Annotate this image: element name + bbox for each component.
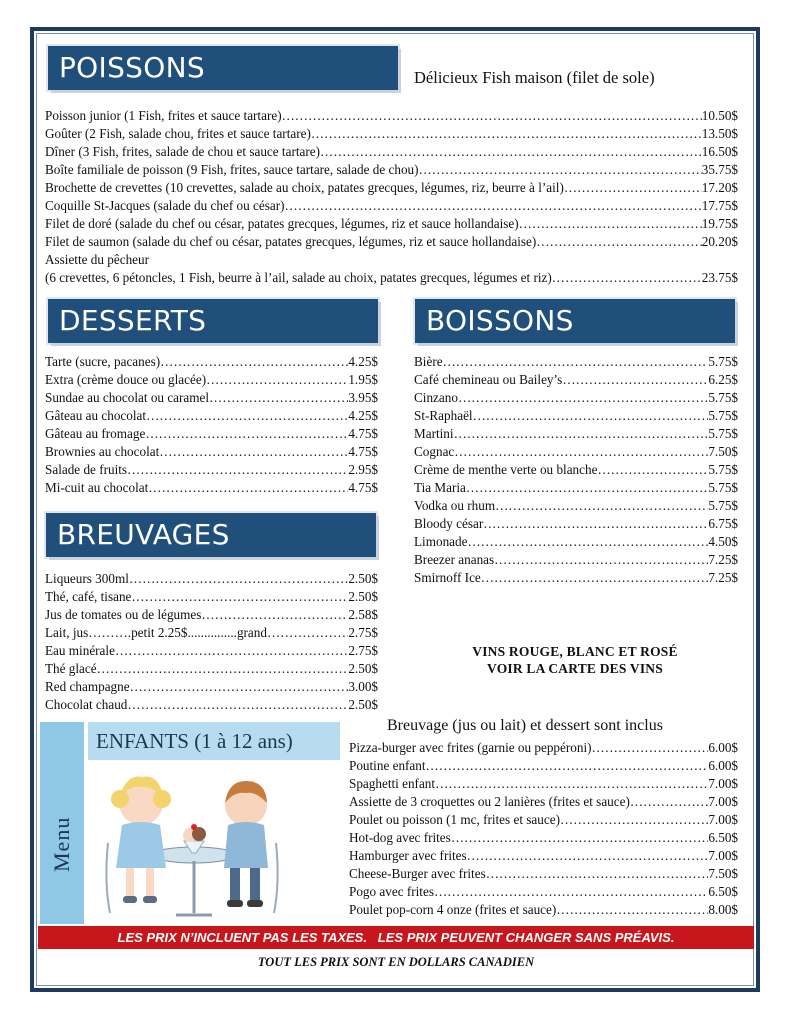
breuvages-item	[45, 642, 378, 660]
dot-leader	[127, 696, 348, 714]
breuvages-item	[45, 678, 378, 696]
boissons-item	[414, 497, 738, 515]
dot-leader	[560, 811, 708, 829]
desserts-item-label: Gâteau au chocolat	[45, 408, 147, 423]
dot-leader	[443, 353, 709, 371]
poissons-item	[45, 197, 738, 215]
kids-menu-item	[349, 883, 738, 901]
desserts-item-label: Brownies au chocolat	[45, 444, 160, 459]
boissons-item	[414, 443, 738, 461]
poissons-item	[45, 233, 738, 251]
kids-menu-item-price: 6.50$	[708, 830, 738, 845]
kids-menu-item	[349, 829, 738, 847]
dot-leader	[467, 847, 709, 865]
poissons-title: POISSONS	[59, 51, 205, 84]
dot-leader	[426, 757, 709, 775]
kids-menu-item-price: 7.50$	[708, 866, 738, 881]
dot-leader	[454, 443, 708, 461]
breuvages-item-label: Jus de tomates ou de légumes	[45, 607, 202, 622]
dot-leader	[320, 143, 702, 161]
boissons-item-label: Cinzano	[414, 390, 458, 405]
kids-menu-item	[349, 757, 738, 775]
boissons-item-label: Bloody césar	[414, 516, 484, 531]
desserts-item	[45, 461, 378, 479]
boissons-item-price: 7.25$	[708, 552, 738, 567]
desserts-item-price: 3.95$	[348, 390, 378, 405]
boissons-item-price: 5.75$	[708, 354, 738, 369]
poissons-item	[45, 269, 738, 287]
breuvages-item	[45, 570, 378, 588]
kids-menu-item-price: 7.00$	[708, 848, 738, 863]
boissons-item	[414, 461, 738, 479]
kids-menu-title: ENFANTS (1 à 12 ans)	[88, 722, 340, 760]
dot-leader	[486, 865, 709, 883]
breuvages-item-label: Eau minérale	[45, 643, 115, 658]
desserts-item	[45, 407, 378, 425]
poissons-list	[45, 107, 738, 287]
kids-menu-item-label: Pizza-burger avec frites (garnie ou peppéroni)	[349, 740, 592, 755]
poissons-item	[45, 143, 738, 161]
dot-leader	[564, 179, 702, 197]
dot-leader	[131, 588, 348, 606]
boissons-item-label: Cognac	[414, 444, 455, 459]
desserts-item-label: Extra (crème douce ou glacée)	[45, 372, 207, 387]
desserts-item-price: 4.25$	[348, 354, 378, 369]
poissons-item	[45, 161, 738, 179]
boissons-item	[414, 407, 738, 425]
boissons-list	[414, 353, 738, 587]
dot-leader	[597, 461, 708, 479]
vins-line-1: VINS ROUGE, BLANC ET ROSÉ	[472, 644, 678, 659]
poissons-item-label: Poisson junior (1 Fish, frites et sauce tartare)	[45, 108, 282, 123]
breuvages-item-label: Liqueurs 300ml	[45, 571, 129, 586]
dot-leader	[127, 461, 348, 479]
kids-menu-item-label: Spaghetti enfant	[349, 776, 436, 791]
assiette-pecheur-title: Assiette du pêcheur	[45, 252, 149, 267]
poissons-item-price: 35.75$	[701, 162, 738, 177]
kids-menu-item	[349, 739, 738, 757]
kids-menu-side-panel	[40, 722, 84, 924]
boissons-item	[414, 353, 738, 371]
boissons-item	[414, 515, 738, 533]
boissons-item	[414, 551, 738, 569]
kids-menu-note: Breuvage (jus ou lait) et dessert sont inclus	[387, 717, 663, 734]
dot-leader	[115, 642, 348, 660]
boissons-item-label: Café chemineau ou Bailey’s	[414, 372, 563, 387]
desserts-item-price: 4.75$	[348, 480, 378, 495]
poissons-item	[45, 107, 738, 125]
desserts-item-price: 1.95$	[348, 372, 378, 387]
kids-menu-item-price: 6.50$	[708, 884, 738, 899]
desserts-item-price: 4.75$	[348, 426, 378, 441]
kids-menu-item-price: 7.00$	[708, 794, 738, 809]
desserts-item	[45, 479, 378, 497]
poissons-item	[45, 215, 738, 233]
poissons-item-price: 13.50$	[701, 126, 738, 141]
dot-leader	[466, 479, 708, 497]
breuvages-item-price: 2.75$	[348, 625, 378, 640]
kids-menu-item	[349, 847, 738, 865]
dot-leader	[159, 443, 348, 461]
kids-menu-item	[349, 775, 738, 793]
kids-menu-item-label: Hot-dog avec frites	[349, 830, 451, 845]
children-ice-cream-illustration	[96, 763, 286, 923]
desserts-item-label: Sundae au chocolat ou caramel	[45, 390, 210, 405]
poissons-item-price: 17.75$	[701, 198, 738, 213]
desserts-title: DESSERTS	[59, 304, 207, 337]
vins-line-2: VOIR LA CARTE DES VINS	[487, 661, 663, 676]
desserts-list	[45, 353, 378, 497]
poissons-item-label: Coquille St-Jacques (salade du chef ou césar)	[45, 198, 285, 213]
dot-leader	[434, 883, 708, 901]
breuvages-item-price: 2.50$	[348, 589, 378, 604]
breuvages-item	[45, 624, 378, 642]
kids-menu-item-label: Poutine enfant	[349, 758, 426, 773]
breuvages-item-label: Thé, café, tisane	[45, 589, 132, 604]
desserts-item-label: Mi-cuit au chocolat	[45, 480, 149, 495]
poissons-item-label: Dîner (3 Fish, frites, salade de chou et sauce tartare)	[45, 144, 320, 159]
vins-notice	[430, 643, 720, 677]
poissons-item-price: 20.20$	[701, 234, 738, 249]
dot-leader	[160, 353, 348, 371]
boissons-item-label: Crème de menthe verte ou blanche	[414, 462, 598, 477]
boissons-item	[414, 533, 738, 551]
breuvages-item	[45, 588, 378, 606]
poissons-item	[45, 125, 738, 143]
desserts-item	[45, 425, 378, 443]
breuvages-item-label: Chocolat chaud	[45, 697, 128, 712]
breuvages-item	[45, 696, 378, 714]
dot-leader	[494, 551, 708, 569]
boissons-item-label: Vodka ou rhum	[414, 498, 496, 513]
dot-leader	[630, 793, 708, 811]
kids-menu-item-label: Poulet ou poisson (1 mc, frites et sauce)	[349, 812, 560, 827]
kids-menu-item-label: Cheese-Burger avec frites	[349, 866, 486, 881]
dot-leader	[473, 407, 709, 425]
boissons-banner	[415, 299, 735, 343]
breuvages-item-price: 2.50$	[348, 661, 378, 676]
dot-leader	[592, 739, 709, 757]
breuvages-item	[45, 606, 378, 624]
dot-leader	[481, 569, 709, 587]
kids-menu-item-label: Hamburger avec frites	[349, 848, 467, 863]
breuvages-item-price: 3.00$	[348, 679, 378, 694]
dot-leader	[495, 497, 708, 515]
dot-leader	[267, 624, 348, 642]
dot-leader	[467, 533, 708, 551]
kids-menu-item	[349, 865, 738, 883]
poissons-item-label: Filet de doré (salade du chef ou césar, patates grecques, légumes, riz et sauce hollandaise)	[45, 216, 519, 231]
kids-menu-item-price: 6.00$	[708, 740, 738, 755]
desserts-item-label: Salade de fruits	[45, 462, 128, 477]
kids-menu-item	[349, 811, 738, 829]
kids-menu-item-price: 6.00$	[708, 758, 738, 773]
poissons-item-price: 19.75$	[701, 216, 738, 231]
poissons-item-price: 16.50$	[701, 144, 738, 159]
breuvages-item-price: 2.50$	[348, 697, 378, 712]
dot-leader	[285, 197, 702, 215]
boissons-item	[414, 569, 738, 587]
kids-menu-item-label: Pogo avec frites	[349, 884, 434, 899]
desserts-banner	[48, 299, 378, 343]
boissons-item-label: Breezer ananas	[414, 552, 495, 567]
breuvages-item-price: 2.75$	[348, 643, 378, 658]
boissons-item-price: 5.75$	[708, 426, 738, 441]
kids-menu-list	[349, 739, 738, 919]
kids-menu-item-label: Poulet pop-corn 4 onze (frites et sauce)	[349, 902, 557, 917]
kids-menu-item	[349, 793, 738, 811]
desserts-item	[45, 389, 378, 407]
poissons-item-label: Filet de saumon (salade du chef ou césar, patates grecques, légumes, riz et sauce hollandaise)	[45, 234, 537, 249]
dot-leader	[209, 389, 348, 407]
boissons-item-label: Martini	[414, 426, 454, 441]
boissons-item	[414, 479, 738, 497]
poissons-item	[45, 179, 738, 197]
boissons-item-price: 7.25$	[708, 570, 738, 585]
boissons-item-price: 5.75$	[708, 390, 738, 405]
breuvages-banner	[46, 513, 376, 557]
boissons-item-price: 6.75$	[708, 516, 738, 531]
poissons-item-price: 23.75$	[701, 270, 738, 285]
breuvages-item-price: 2.50$	[348, 571, 378, 586]
breuvages-item-label: Red champagne	[45, 679, 130, 694]
boissons-item	[414, 425, 738, 443]
desserts-item-price: 2.95$	[348, 462, 378, 477]
boissons-item-price: 5.75$	[708, 480, 738, 495]
boissons-item-label: Smirnoff Ice	[414, 570, 481, 585]
boissons-item-price: 4.50$	[708, 534, 738, 549]
boissons-item-price: 6.25$	[708, 372, 738, 387]
dot-leader	[536, 233, 701, 251]
desserts-item-label: Gâteau au fromage	[45, 426, 146, 441]
desserts-item	[45, 353, 378, 371]
kids-menu-item-label: Assiette de 3 croquettes ou 2 lanières (frites et sauce)	[349, 794, 630, 809]
dot-leader	[419, 161, 702, 179]
desserts-item-price: 4.75$	[348, 444, 378, 459]
footer-currency-notice: TOUT LES PRIX SONT EN DOLLARS CANADIEN	[257, 955, 535, 969]
poissons-tagline: Délicieux Fish maison (filet de sole)	[414, 68, 655, 87]
poissons-item-label: Goûter (2 Fish, salade chou, frites et sauce tartare)	[45, 126, 311, 141]
poissons-item-price: 17.20$	[701, 180, 738, 195]
boissons-item-price: 5.75$	[708, 498, 738, 513]
desserts-item-label: Tarte (sucre, pacanes)	[45, 354, 161, 369]
kids-menu-item-price: 8.00$	[708, 902, 738, 917]
dot-leader	[146, 407, 348, 425]
dot-leader	[556, 901, 708, 919]
dot-leader	[130, 678, 349, 696]
boissons-item-label: Tia Maria	[414, 480, 466, 495]
breuvages-item	[45, 660, 378, 678]
breuvages-item-label: Thé glacé	[45, 661, 97, 676]
dot-leader	[206, 371, 348, 389]
dot-leader	[435, 775, 708, 793]
dot-leader	[97, 660, 349, 678]
boissons-item-label: Limonade	[414, 534, 468, 549]
dot-leader	[454, 425, 709, 443]
poissons-banner	[48, 46, 398, 90]
poissons-item-label: Brochette de crevettes (10 crevettes, salade au choix, patates grecques, légumes, riz, beurre à l’ail)	[45, 180, 564, 195]
kids-menu-side-label: Menu	[49, 816, 74, 872]
kids-menu-item-price: 7.00$	[708, 812, 738, 827]
breuvages-title: BREUVAGES	[57, 518, 230, 551]
footer-tax-notice: LES PRIX N’INCLUENT PAS LES TAXES. LES PRIX PEUVENT CHANGER SANS PRÉAVIS.	[38, 926, 754, 949]
boissons-item-price: 5.75$	[708, 462, 738, 477]
dot-leader	[458, 389, 708, 407]
dot-leader	[201, 606, 348, 624]
kids-menu-item-price: 7.00$	[708, 776, 738, 791]
dot-leader	[311, 125, 702, 143]
dot-leader	[148, 479, 348, 497]
boissons-item-label: St-Raphaël	[414, 408, 473, 423]
dot-leader	[562, 371, 708, 389]
poissons-item-price: 10.50$	[701, 108, 738, 123]
dot-leader	[519, 215, 702, 233]
boissons-item-price: 7.50$	[708, 444, 738, 459]
dot-leader	[552, 269, 702, 287]
breuvages-list	[45, 570, 378, 714]
desserts-item-price: 4.25$	[348, 408, 378, 423]
breuvages-item-price: 2.58$	[348, 607, 378, 622]
boissons-item	[414, 371, 738, 389]
dot-leader	[145, 425, 348, 443]
breuvages-item-label: Lait, jus……….petit 2.25$...............grand	[45, 625, 267, 640]
dot-leader	[483, 515, 708, 533]
kids-menu-item	[349, 901, 738, 919]
dot-leader	[282, 107, 702, 125]
boissons-item	[414, 389, 738, 407]
dot-leader	[451, 829, 709, 847]
boissons-title: BOISSONS	[426, 304, 574, 337]
boissons-item-price: 5.75$	[708, 408, 738, 423]
desserts-item	[45, 371, 378, 389]
poissons-item-label: Boîte familiale de poisson (9 Fish, frites, sauce tartare, salade de chou)	[45, 162, 419, 177]
dot-leader	[129, 570, 348, 588]
boissons-item-label: Bière	[414, 354, 443, 369]
poissons-item-label: (6 crevettes, 6 pétoncles, 1 Fish, beurre à l’ail, salade au choix, patates grecques, légumes et riz)	[45, 270, 552, 285]
desserts-item	[45, 443, 378, 461]
